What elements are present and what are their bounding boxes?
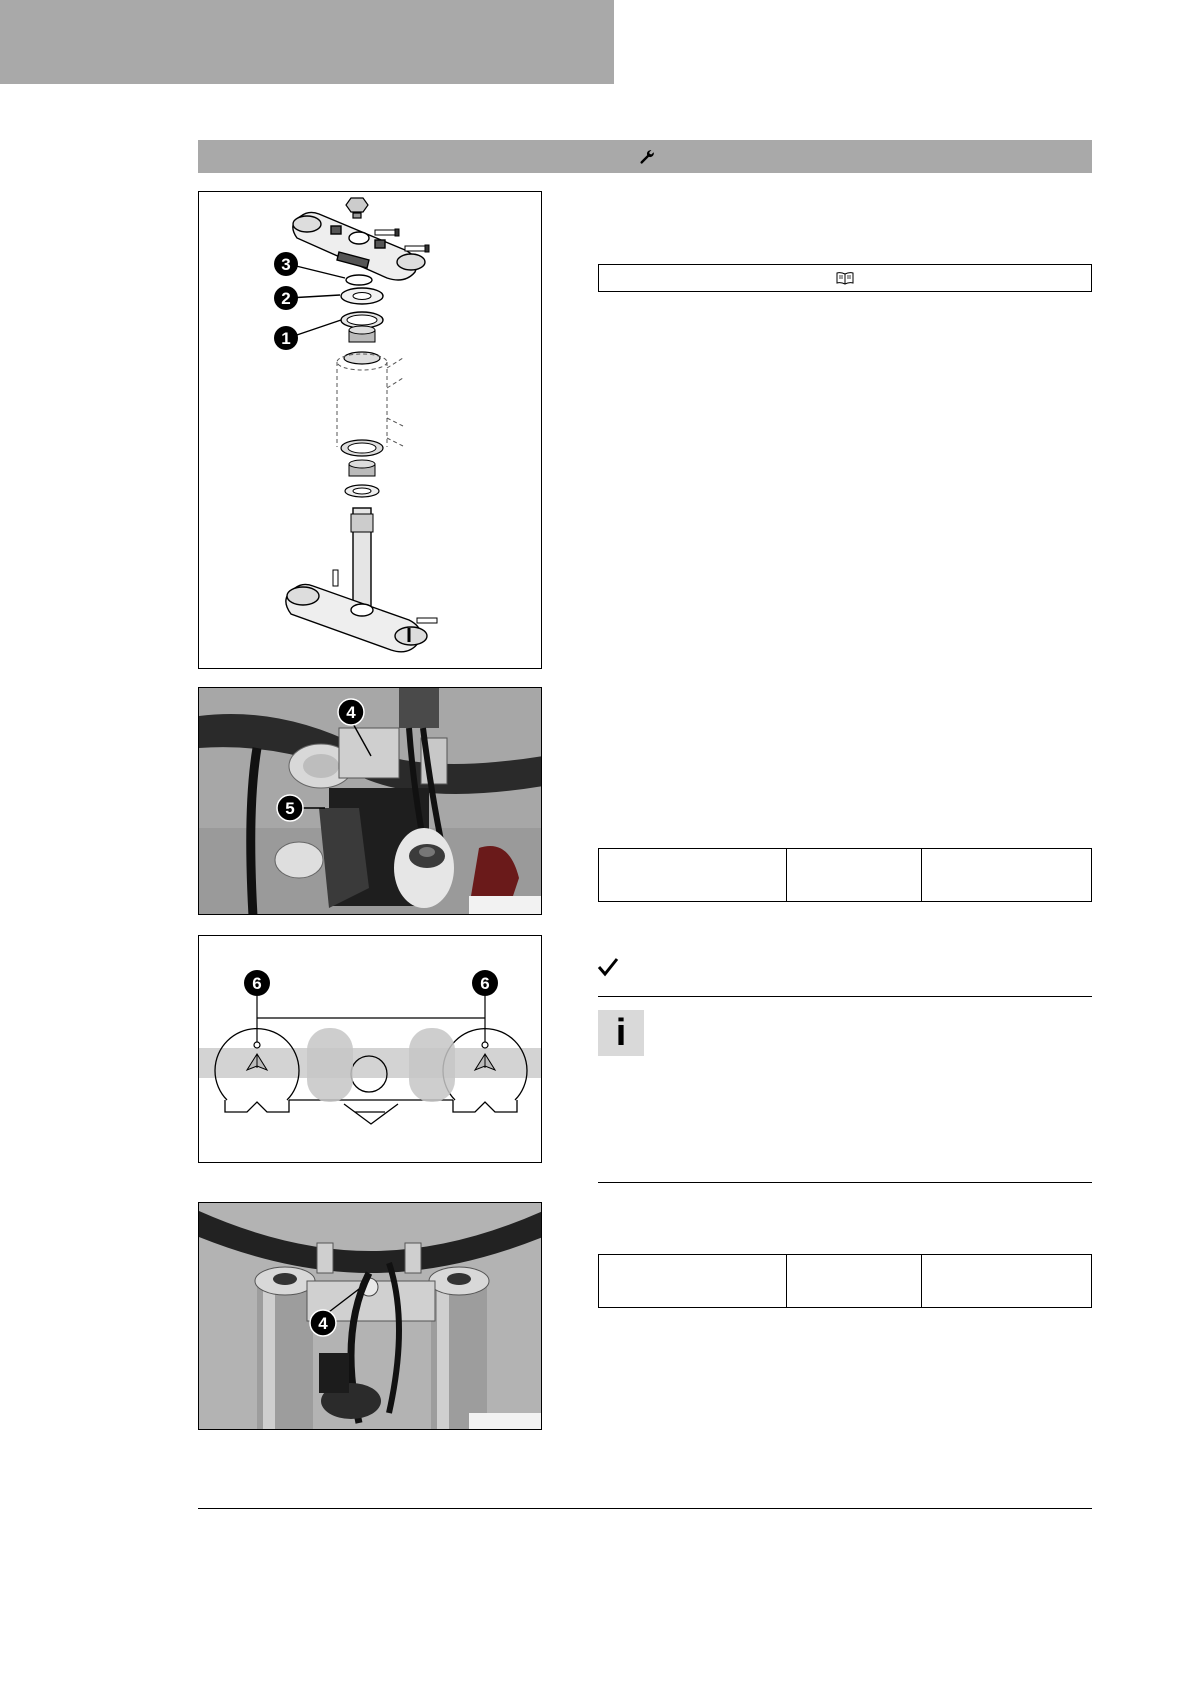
svg-text:5: 5 [285,799,295,818]
spec-table-2 [598,1254,1092,1308]
table-cell [599,1255,787,1308]
figure-clamp-marks-drawing [198,935,542,1163]
table-cell [922,1255,1092,1308]
table-cell [787,1255,922,1308]
spec-table-1 [598,848,1092,902]
svg-text:4: 4 [346,703,356,722]
steering-head-drawing [199,192,542,669]
table-row [599,1255,1092,1308]
callout-4 [338,699,364,725]
callout-1 [274,326,298,350]
svg-text:3: 3 [281,255,291,274]
svg-text:6: 6 [252,974,262,993]
svg-text:6: 6 [480,974,490,993]
callout-2 [274,286,298,310]
manual-reference-icon [836,271,854,285]
svg-text:1: 1 [281,329,291,348]
photo-front-clamp [199,1203,542,1430]
clamp-marks-drawing [199,936,542,1163]
callout-6-right [472,970,498,996]
divider [598,1182,1092,1183]
callout-5 [277,795,303,821]
figure-steering-head-exploded [198,191,542,669]
divider [598,996,1092,997]
table-cell [599,849,787,902]
svg-text:4: 4 [318,1314,328,1333]
checkmark-icon [597,957,619,977]
manual-reference-box [598,264,1092,292]
svg-text:2: 2 [281,289,291,308]
footer-divider [198,1508,1092,1509]
figure-photo-top-clamp [198,687,542,915]
callout-4 [310,1310,336,1336]
table-cell [787,849,922,902]
info-icon-label: i [615,1012,627,1054]
callout-3 [274,252,298,276]
wrench-icon [639,149,655,165]
photo-top-clamp [199,688,542,915]
table-cell [922,849,1092,902]
table-row [599,849,1092,902]
header-tab [0,0,614,84]
figure-photo-front-clamp [198,1202,542,1430]
info-icon [598,1010,644,1056]
callout-6-left [244,970,270,996]
section-heading-bar [198,140,1092,173]
